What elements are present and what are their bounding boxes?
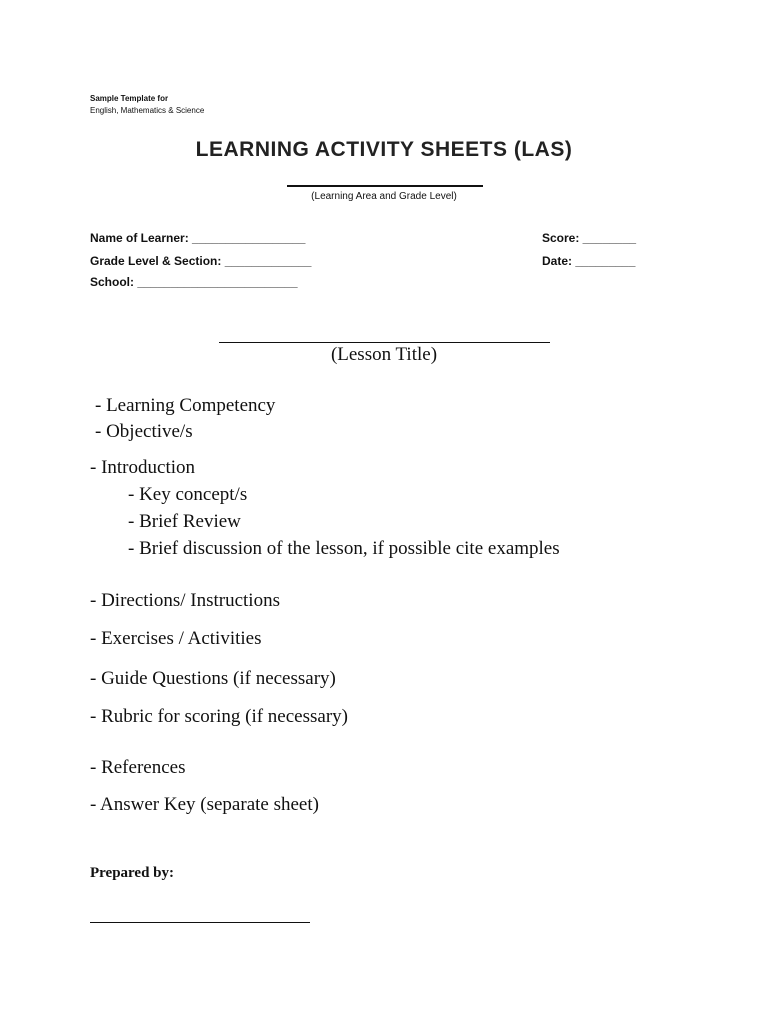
prepared-by-label: Prepared by: — [90, 865, 175, 881]
list-item: - Directions/ Instructions — [90, 590, 280, 611]
list-item: - Objective/s — [95, 421, 193, 442]
learning-area-blank — [287, 185, 483, 187]
list-item: - Rubric for scoring (if necessary) — [90, 706, 348, 727]
grade-section-field: Grade Level & Section: _____________ — [90, 254, 312, 268]
lesson-title-blank — [219, 342, 550, 343]
list-item: - Introduction — [90, 457, 196, 478]
list-item: - Exercises / Activities — [90, 628, 262, 649]
lesson-title-caption: (Lesson Title) — [330, 344, 438, 365]
template-note-line2: English, Mathematics & Science — [90, 106, 205, 115]
list-item: - Learning Competency — [95, 395, 276, 416]
list-item: - Guide Questions (if necessary) — [90, 668, 336, 689]
school-field: School: ________________________ — [90, 275, 298, 289]
name-of-learner-field: Name of Learner: _________________ — [90, 231, 306, 245]
list-item: - References — [90, 757, 186, 778]
date-field: Date: _________ — [542, 254, 636, 268]
list-item: - Key concept/s — [128, 484, 248, 505]
score-field: Score: ________ — [542, 231, 637, 245]
list-item: - Answer Key (separate sheet) — [90, 794, 319, 815]
list-item: - Brief Review — [128, 511, 241, 532]
learning-area-caption: (Learning Area and Grade Level) — [311, 191, 457, 202]
signature-line — [90, 922, 310, 923]
page-title: LEARNING ACTIVITY SHEETS (LAS) — [195, 138, 573, 161]
list-item: - Brief discussion of the lesson, if possible cite examples — [128, 538, 560, 559]
template-note-line1: Sample Template for — [90, 94, 169, 103]
